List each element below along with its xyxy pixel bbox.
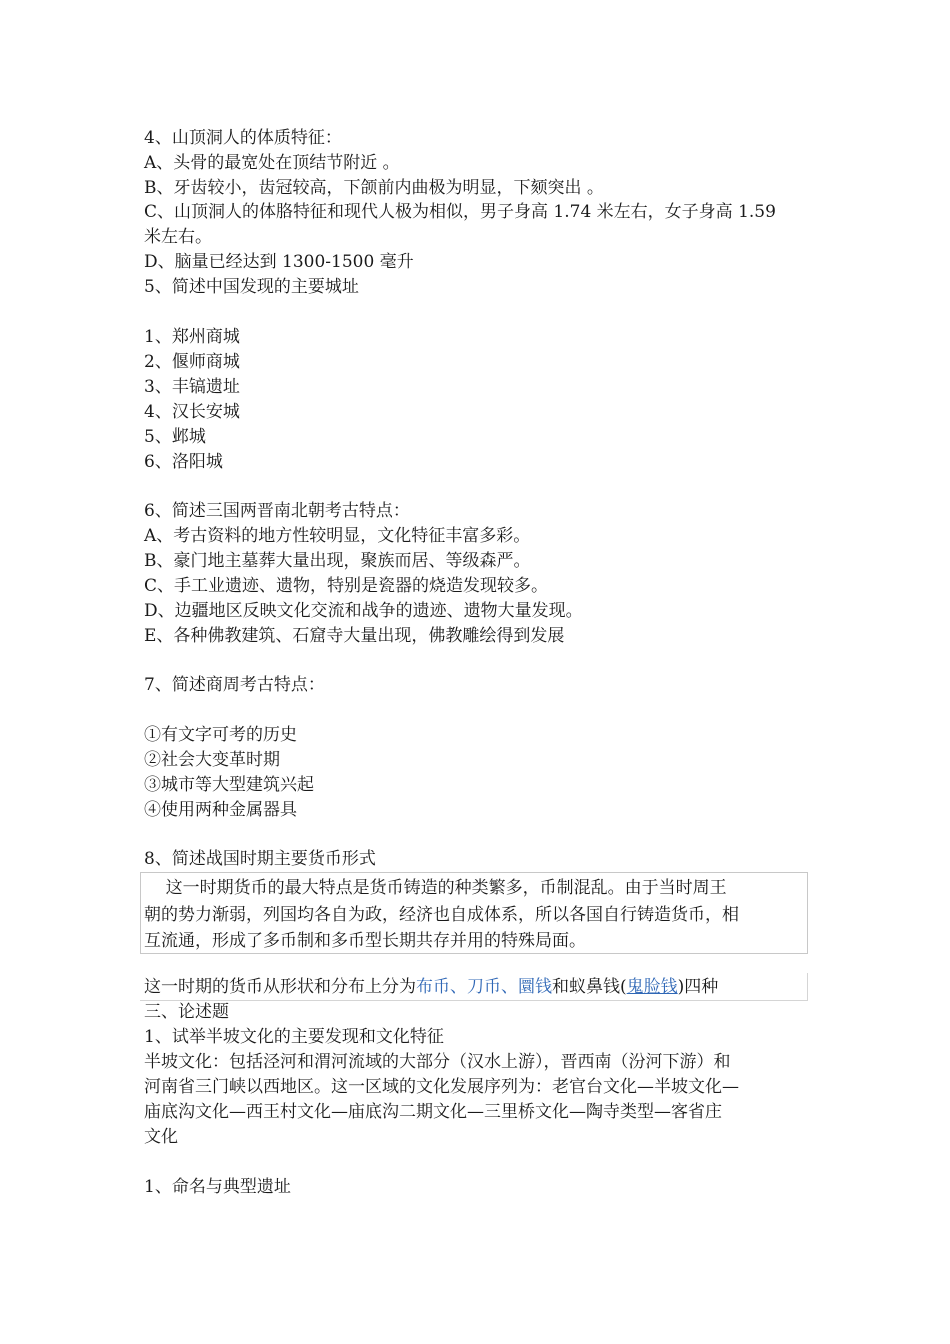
- q7-list-item: ②社会大变革时期: [144, 750, 280, 770]
- q4-title: 4、山顶洞人的体质特征：: [144, 128, 342, 148]
- q7-list-item: ①有文字可考的历史: [144, 725, 297, 745]
- link-huanqian[interactable]: 圜钱: [518, 977, 552, 997]
- link-daobi[interactable]: 刀币: [467, 977, 501, 997]
- q8-summary-suffix: )四种: [677, 977, 719, 997]
- q4-item-d: D、脑量已经达到 1300-1500 毫升: [144, 252, 414, 272]
- q6-list-item: E、各种佛教建筑、石窟寺大量出现，佛教雕绘得到发展: [144, 626, 565, 646]
- q4-item-b: B、牙齿较小，齿冠较高，下颌前内曲极为明显，下颏突出 。: [144, 178, 604, 198]
- separator: 、: [501, 977, 518, 997]
- q8-paragraph-line1: 这一时期货币的最大特点是货币铸造的种类繁多，币制混乱。由于当时周王: [144, 878, 727, 898]
- q8-title: 8、简述战国时期主要货币形式: [144, 849, 376, 869]
- q8-summary: [144, 975, 718, 999]
- banpo-paragraph-line1: 半坡文化：包括泾河和渭河流域的大部分（汉水上游），晋西南（汾河下游）和: [144, 1052, 731, 1072]
- q8-text-box: [140, 872, 808, 954]
- banpo-paragraph-line2: 河南省三门峡以西地区。这一区域的文化发展序列为：老官台文化—半坡文化—: [144, 1077, 739, 1097]
- q4-item-c-line1: C、山顶洞人的体胳特征和现代人极为相似，男子身高 1.74 米左右，女子身高 1.59: [144, 202, 776, 222]
- link-bubi[interactable]: 布币: [416, 977, 450, 997]
- section3-q1-title: 1、试举半坡文化的主要发现和文化特征: [144, 1027, 444, 1047]
- q7-title: 7、简述商周考古特点：: [144, 675, 325, 695]
- q5-list-item: 2、偃师商城: [144, 352, 240, 372]
- q5-list-item: 4、汉长安城: [144, 402, 240, 422]
- banpo-paragraph-line4: 文化: [144, 1127, 178, 1147]
- q5-list-item: 3、丰镐遗址: [144, 377, 240, 397]
- q7-list-item: ③城市等大型建筑兴起: [144, 775, 314, 795]
- section3-sub-heading: 1、命名与典型遗址: [144, 1177, 291, 1197]
- banpo-paragraph-line3: 庙底沟文化—西王村文化—庙底沟二期文化—三里桥文化—陶寺类型—客省庄: [144, 1102, 722, 1122]
- q5-title: 5、简述中国发现的主要城址: [144, 277, 359, 297]
- q5-list-item: 5、邺城: [144, 427, 206, 447]
- q8-summary-prefix: 这一时期的货币从形状和分布上分为: [144, 977, 416, 997]
- q6-list-item: C、手工业遗迹、遗物，特别是瓷器的烧造发现较多。: [144, 576, 549, 596]
- q5-list-item: 1、郑州商城: [144, 327, 240, 347]
- link-guilianqian[interactable]: 鬼脸钱: [626, 977, 678, 997]
- section3-heading: 三、论述题: [144, 1002, 229, 1022]
- q8-paragraph-line2: 朝的势力渐弱，列国均各自为政，经济也自成体系，所以各国自行铸造货币，相: [144, 905, 739, 925]
- q8-paragraph-line3: 互流通，形成了多币制和多币型长期共存并用的特殊局面。: [144, 931, 586, 951]
- separator: 、: [450, 977, 467, 997]
- q6-title: 6、简述三国两晋南北朝考古特点：: [144, 501, 410, 521]
- q5-list-item: 6、洛阳城: [144, 452, 223, 472]
- q6-list-item: A、考古资料的地方性较明显，文化特征丰富多彩。: [144, 526, 531, 546]
- q6-list-item: D、边疆地区反映文化交流和战争的遗迹、遗物大量发现。: [144, 601, 583, 621]
- q6-list-item: B、豪门地主墓葬大量出现，聚族而居、等级森严。: [144, 551, 531, 571]
- q7-list-item: ④使用两种金属器具: [144, 800, 297, 820]
- q8-summary-middle: 和蚁鼻钱(: [552, 977, 627, 997]
- q4-item-a: A、头骨的最宽处在顶结节附近 。: [144, 153, 400, 173]
- q4-item-c-line2: 米左右。: [144, 227, 212, 247]
